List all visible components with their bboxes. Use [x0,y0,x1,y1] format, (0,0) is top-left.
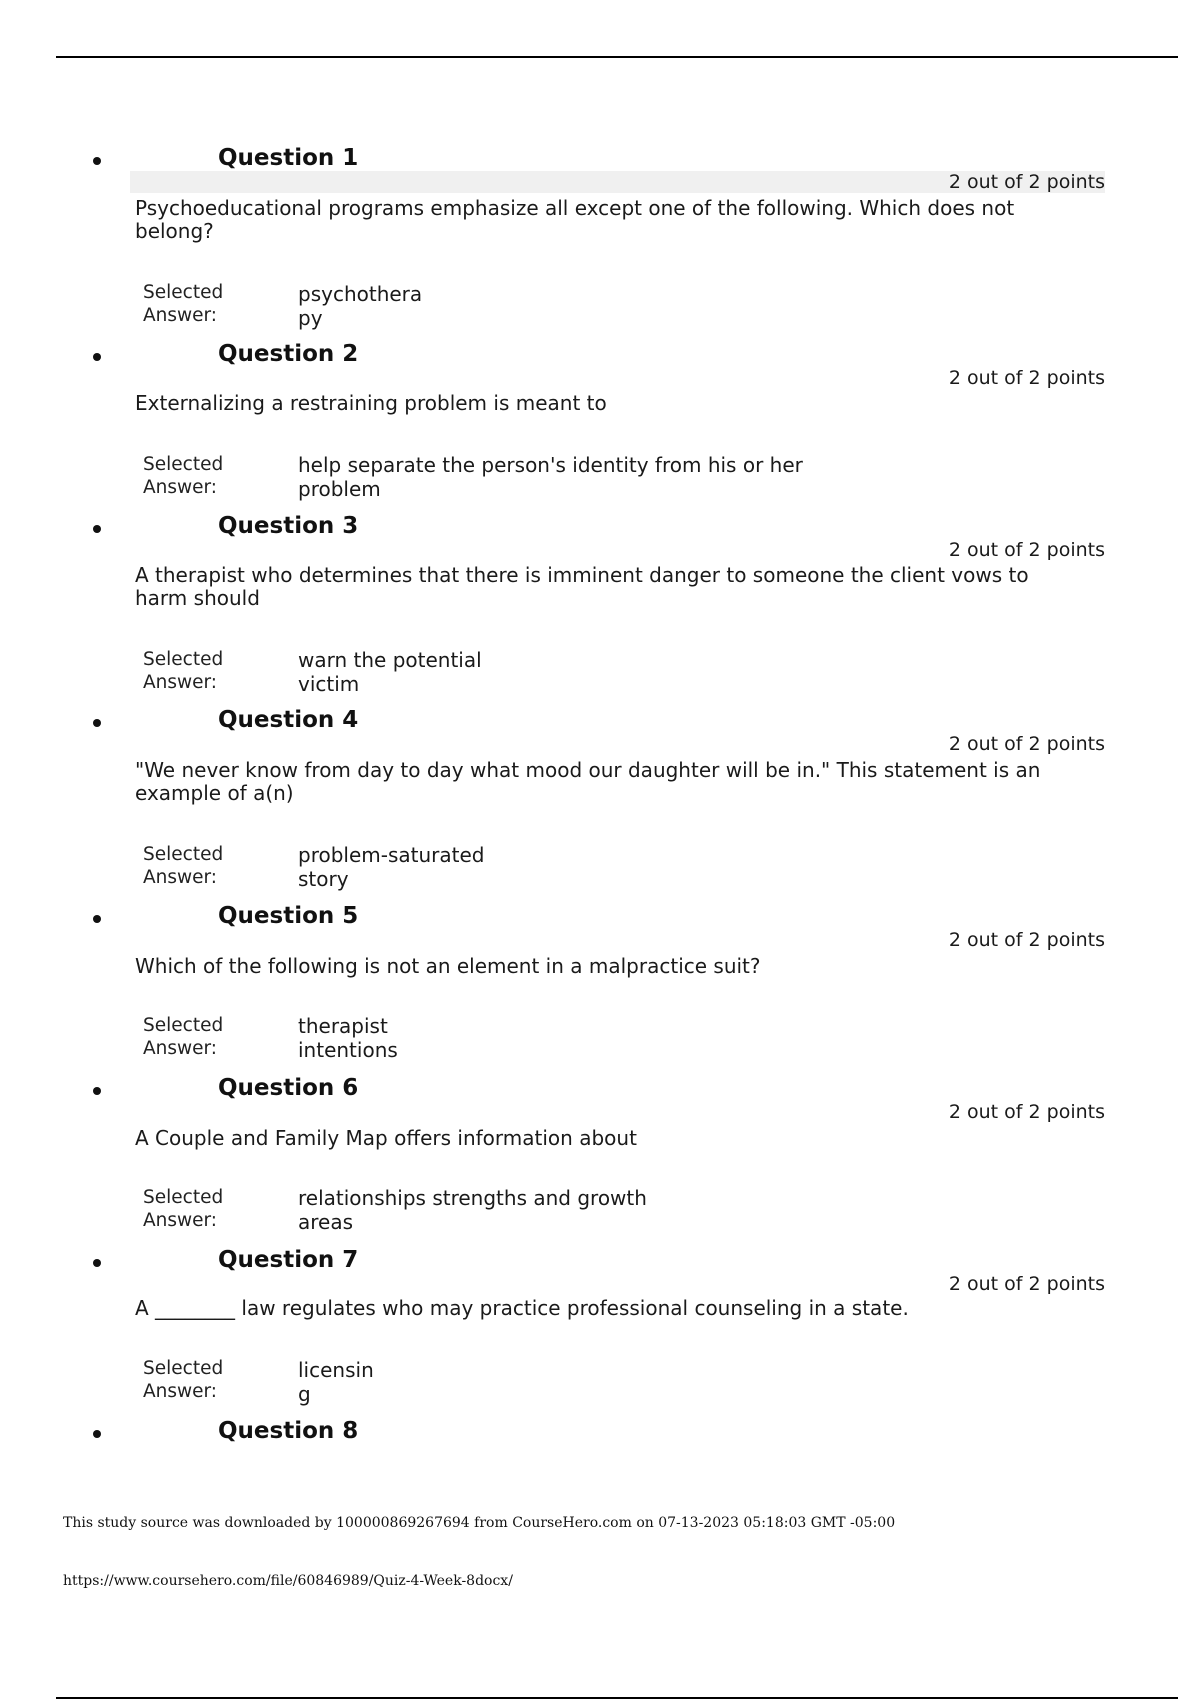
selected-answer-label: Selected Answer: [143,649,224,693]
selected-answer-label: Selected Answer: [143,454,224,498]
bullet-icon [93,157,101,165]
selected-answer-label: Selected Answer: [143,1187,224,1231]
selected-answer-value: help separate the person's identity from his or her problem [298,453,803,501]
download-notice: This study source was downloaded by 100000869267694 from CourseHero.com on 07-13-2023 05:18:03 GMT -05:00 [63,1515,896,1531]
question-text: "We never know from day to day what mood our daughter will be in." This statement is an example of a(n) [135,758,1041,805]
question-text: A Couple and Family Map offers information about [135,1126,637,1150]
bullet-icon [93,1259,101,1267]
question-text: A ________ law regulates who may practice professional counseling in a state. [135,1296,909,1320]
selected-answer-label: Selected Answer: [143,1015,224,1059]
question-text: A therapist who determines that there is imminent danger to someone the client vows to harm should [135,563,1029,610]
question-text: Externalizing a restraining problem is meant to [135,391,607,415]
question-points: 2 out of 2 points [948,171,1105,193]
question-points: 2 out of 2 points [948,1101,1105,1123]
question-title: Question 2 [218,341,359,367]
question-title: Question 4 [218,707,359,733]
selected-answer-value: warn the potential victim [298,648,482,696]
question-points: 2 out of 2 points [948,1273,1105,1295]
question-title: Question 3 [218,513,359,539]
top-rule [56,56,1178,58]
question-points: 2 out of 2 points [948,733,1105,755]
question-points: 2 out of 2 points [948,367,1105,389]
question-title: Question 8 [218,1418,359,1444]
question-text: Psychoeducational programs emphasize all except one of the following. Which does not belong? [135,196,1015,243]
selected-answer-value: relationships strengths and growth areas [298,1186,647,1234]
bullet-icon [93,353,101,361]
question-title: Question 5 [218,903,359,929]
bottom-rule [56,1697,1178,1699]
question-title: Question 6 [218,1075,359,1101]
selected-answer-label: Selected Answer: [143,1358,224,1402]
bullet-icon [93,1430,101,1438]
question-title: Question 1 [218,145,359,171]
selected-answer-label: Selected Answer: [143,282,224,326]
bullet-icon [93,915,101,923]
bullet-icon [93,719,101,727]
question-points: 2 out of 2 points [948,539,1105,561]
selected-answer-value: psychotherapy [298,282,423,330]
question-points: 2 out of 2 points [948,929,1105,951]
selected-answer-value: therapist intentions [298,1014,398,1062]
source-url[interactable]: https://www.coursehero.com/file/60846989/Quiz-4-Week-8docx/ [63,1573,513,1589]
bullet-icon [93,525,101,533]
question-text: Which of the following is not an element in a malpractice suit? [135,954,761,978]
selected-answer-value: licensing [298,1358,374,1406]
selected-answer-label: Selected Answer: [143,844,224,888]
question-title: Question 7 [218,1247,359,1273]
bullet-icon [93,1087,101,1095]
selected-answer-value: problem-saturated story [298,843,485,891]
